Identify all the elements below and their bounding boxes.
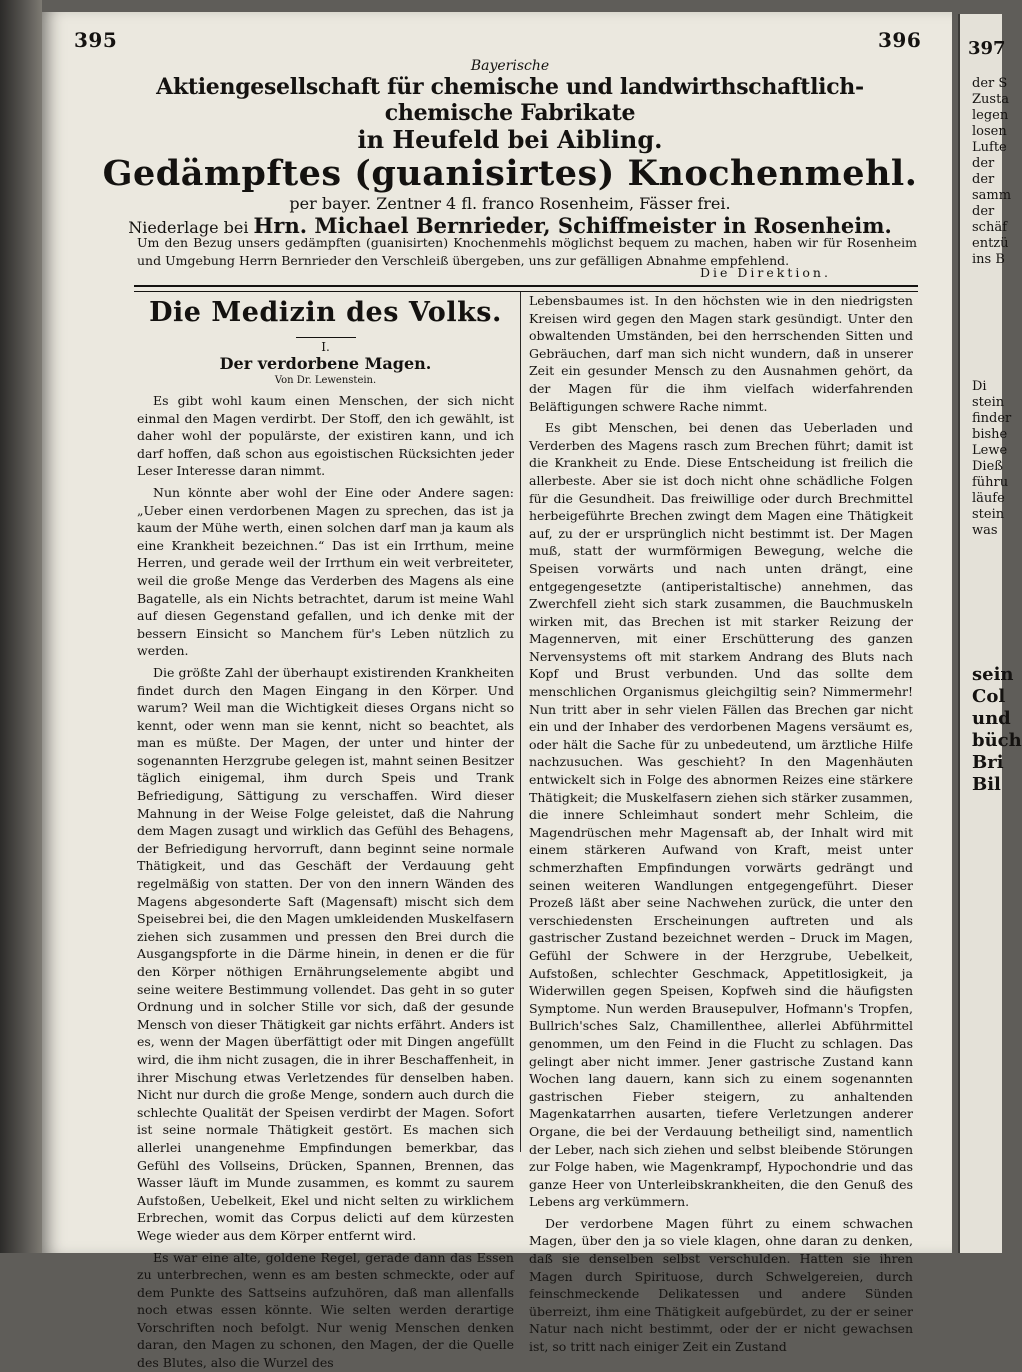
fragment-line: sein [972,664,1014,685]
fragment-line: stein [972,395,1005,410]
book-binding [0,0,42,1253]
column-divider [520,292,521,1152]
fragment-line: Zusta [972,92,1010,107]
paragraph: Die größte Zahl der überhaupt existirenden Krankheiten findet durch den Magen Eingang in den Körper. Und warum? Weil man die Wichtigkeit dieses Organs nicht so kennt, oder wenn man sie kennt, nicht so beachtet, als man es müßte. Der Magen, der unter und hinter der sogenannten Herzgrube gelegen ist, mahnt seinen Besitzer täglich einigemal, ihm durch Speis und Trank Befriedigung, Sättigung zu verschaffen. Wird dieser Mahnung in der Weise Folge geleistet, daß die Nahrung dem Magen zusagt und wirklich das Gefühl des Behagens, der Befriedigung hervorruft, dann beginnt seine normale Thätigkeit, und das Geschäft der Verdauung geht regelmäßig von statten. Der von den innern Wänden des Magens abgesonderte Saft (Magensaft) mischt sich dem Speisebrei bei, die den Magen umkleidenden Muskelfasern ziehen sich zusammen und pressen den Brei durch die Ausgangspforte in die Därme hinein, in denen er die für den Körper nöthigen Ernährungselemente abgibt und seine weitere Bestimmung vollendet. Das geht in so guter Ordnung und in solcher Stille vor sich, daß der gesunde Mensch von dieser Thätigkeit gar nichts erfährt. Anders ist es, wenn der Magen überfättigt oder mit Dingen angefüllt wird, die ihm nicht zusagen, die in ihrer Beschaffenheit, in ihrer Mischung etwas Verletzendes für denselben haben. Nicht nur durch die große Menge, sondern auch durch die schlechte Qualität der Speisen verdirbt der Magen. Sofort ist seine normale Thätigkeit gestört. Es machen sich allerlei unangenehme Empfindungen bemerkbar, das Gefühl des Vollseins, Drücken, Spannen, Brennen, das Wasser läuft im Munde zusammen, es kommt zu saurem Aufstoßen, Uebelkeit, Ekel und nicht selten zu wirklichem Erbrechen, womit das Corpus delicti auf dem kürzesten Wege wieder aus dem Körper entfernt wird. [137,664,514,1243]
ad-depot-name: Hrn. Michael Bernrieder, Schiffmeister in Rosenheim. [253,213,892,238]
fragment-line: büch [972,730,1022,751]
article-title: Die Medizin des Volks. [149,297,502,328]
page-number-left: 395 [74,28,118,52]
fragment-line: entzü [972,236,1009,251]
ad-headline: Gedämpftes (guanisirtes) Knochenmehl. [102,153,918,194]
paragraph: Es war eine alte, goldene Regel, gerade dann das Essen zu unterbrechen, wenn es am besten schmeckte, oder auf dem Punkte des Sattseins aufzuhören, daß man allenfalls noch etwas essen könnte. Wie selten werden derartige Vorschriften noch befolgt. Nur wenig Menschen denken daran, den Magen zu schonen, den Magen, der die Quelle des Blutes, also die Wurzel des [137,1249,514,1371]
fragment-line: finder [972,411,1012,426]
fragment-line: Col [972,686,1006,707]
fragment-line: Dieß [972,459,1003,474]
next-page-fragment-middle [972,379,1011,539]
ad-depot-prefix: Niederlage bei [128,218,249,237]
ad-body-text: Um den Bezug unsers gedämpften (guanisirten) Knochenmehls möglichst bequem zu machen, haben wir für Rosenheim und Umgebung Herrn Bernrieder den Verschleiß übergeben, uns zur gefälligen Abnahme empfehlend. [137,235,917,268]
fragment-line: was [972,523,998,538]
fragment-line: Lewe [972,443,1008,458]
fragment-line: der [972,204,995,219]
fragment-line: der S [972,76,1008,91]
ad-location-line: in Heufeld bei Aibling. [357,125,663,154]
fragment-line: legen [972,108,1009,123]
fragment-line: der [972,156,995,171]
fragment-line: Di [972,379,987,394]
paragraph: Der verdorbene Magen führt zu einem schwachen Magen, über den ja so viele klagen, ohne daran zu denken, daß sie denselben selbst verschulden. Hatten sie ihren Magen durch Spirituose, durch Schwelgereien, durch feinschmeckende Delikatessen und andere Sünden überreizt, ihm eine Thätigkeit aufgebürdet, zu der er seiner Natur nach nicht bestimmt, oder der er nicht gewachsen ist, so tritt nach einiger Zeit ein Zustand [529,1215,913,1355]
article-author: Von Dr. Lewenstein. [274,375,377,386]
page-number-right: 396 [878,28,922,52]
ad-signature: Die Direktion. [700,265,831,280]
fragment-line: der [972,172,995,187]
title-rule [296,337,356,338]
fragment-line: ins B [972,252,1005,267]
next-page-fragment-top [972,76,1011,268]
article-column-left [137,293,514,1372]
ad-price: per bayer. Zentner 4 fl. franco Rosenheim, Fässer frei. [289,194,731,213]
fragment-line: samm [972,188,1012,203]
ad-kicker: Bayerische [470,58,550,74]
fragment-line: losen [972,124,1007,139]
fragment-line: Bil [972,774,1001,795]
ad-company-line: Aktiengesellschaft für chemische und landwirthschaftlich-chemische Fabrikate [156,74,864,126]
fragment-line: stein [972,507,1005,522]
next-page-edge [958,14,1022,1253]
paragraph: Lebensbaumes ist. In den höchsten wie in den niedrigsten Kreisen wird gegen den Magen stark gesündigt. Unter den obwaltenden Umständen, bei den herrschenden Sitten und Gebräuchen, darf man sich nicht wundern, daß in unserer Zeit ein gesunder Mensch zu den Ausnahmen gehört, da der Magen für die ihm vielfach widerfahrenden Beläftigungen schwere Rache nimmt. [529,293,913,414]
paragraph: Es gibt wohl kaum einen Menschen, der sich nicht einmal den Magen verdirbt. Der Stoff, den ich gewählt, ist daher wohl der populärste, der existiren kann, und ich darf hoffen, daß schon aus egoistischen Rücksichten jeder Leser Interesse daran nimmt. [137,393,514,479]
fragment-line: und [972,708,1011,729]
paragraph: Nun könnte aber wohl der Eine oder Andere sagen: „Ueber einen verdorbenen Magen zu sprechen, das ist ja kaum der Mühe werth, einen solchen darf man ja kaum als eine Krankheit bezeichnen.“ Das ist ein Irrthum, meine Herren, und gerade weil der Irrthum ein weit verbreiteter, weil die große Menge das Verderben des Magens als eine Bagatelle, als ein Nichts betrachtet, darum ist meine Wahl auf diesen Gegenstand gefallen, und ich denke mit der bessern Einsicht so Manchem für's Leben nützlich zu werden. [137,484,514,659]
fragment-line: führu [972,475,1009,490]
next-page-fragment-ad [972,664,1022,796]
advertisement-header [95,58,925,240]
fragment-line: bishe [972,427,1008,442]
paragraph: Es gibt Menschen, bei denen das Ueberladen und Verderben des Magens rasch zum Brechen führt; damit ist die Krankheit zu Ende. Diese Entscheidung ist freilich die allerbeste. Aber sie ist doch nicht ohne schädliche Folgen für die Gesundheit. Das freiwillige oder durch Brechmittel herbeigeführte Brechen zwingt dem Magen eine Thätigkeit auf, zu der er ursprünglich nicht bestimmt ist. Der Magen muß, statt der wurmförmigen Bewegung, welche die Speisen vorwärts und nach unten drängt, eine entgegengesetzte (antiperistaltische) annehmen, das Zwerchfell zieht sich stark zusammen, die Bauchmuskeln wirken mit, das Brechen ist mit starker Reizung der Magennerven, mit einer Erschütterung des ganzen Nervensystems oft mit starkem Andrang des Bluts nach Kopf und Brust verbunden. Und das sollte dem menschlichen Organismus gleichgiltig sein? Nimmermehr! Nun tritt aber in sehr vielen Fällen das Brechen gar nicht ein und der Inhaber des verdorbenen Magens versäumt es, oder hält die Sache für zu unbedeutend, um ärztliche Hilfe nachzusuchen. Was geschieht? In den Magenhäuten entwickelt sich in Folge des abnormen Reizes eine stärkere Thätigkeit; die Muskelfasern ziehen sich stärker zusammen, die innere Schleimhaut sondert mehr Schleim, die Magendrüschen mehr Magensaft ab, der Inhalt wird mit einem stärkeren Aufwand von Kraft, meist unter schmerzhaften Empfindungen vorwärts gedrängt und seinen weiteren Wandlungen entgegengeführt. Dieser Prozeß läßt aber seine Nachwehen zurück, die unter den verschiedensten Erscheinungen auftreten und als gastrischer Zustand bezeichnet werden – Druck im Magen, Gefühl der Schwere in der Herzgrube, Uebelkeit, Aufstoßen, schlechter Geschmack, Appetitlosigkeit, ja Widerwillen gegen Speisen, Kopfweh sind die häufigsten Symptome. Nun werden Brausepulver, Hofmann's Tropfen, Bullrich'sches Salz, Chamillenthee, allerlei Abführmittel genommen, um den Feind in die Flucht zu schlagen. Das gelingt aber nicht immer. Jener gastrische Zustand kann Wochen lang dauern, kann sich zu einem sogenannten gastrischen Fieber steigern, zu anhaltenden Magenkatarrhen ausarten, tiefere Verletzungen anderer Organe, die bei der Verdauung betheiligt sind, namentlich der Leber, nach sich ziehen und selbst bleibende Störungen zur Folge haben, wie Magenkrampf, Hypochondrie und das ganze Heer von Unterleibskrankheiten, die den Genuß des Lebens arg verkümmern. [529,420,913,1210]
article-subtitle: Der verdorbene Magen. [219,354,432,373]
fragment-line: Lufte [972,140,1007,155]
article-column-right [529,292,913,1356]
article-part-number: I. [321,340,330,354]
fragment-line: Bri [972,752,1004,773]
page-number-next: 397 [968,38,1006,59]
section-divider [134,285,918,292]
fragment-line: schäf [972,220,1007,235]
fragment-line: läufe [972,491,1005,506]
